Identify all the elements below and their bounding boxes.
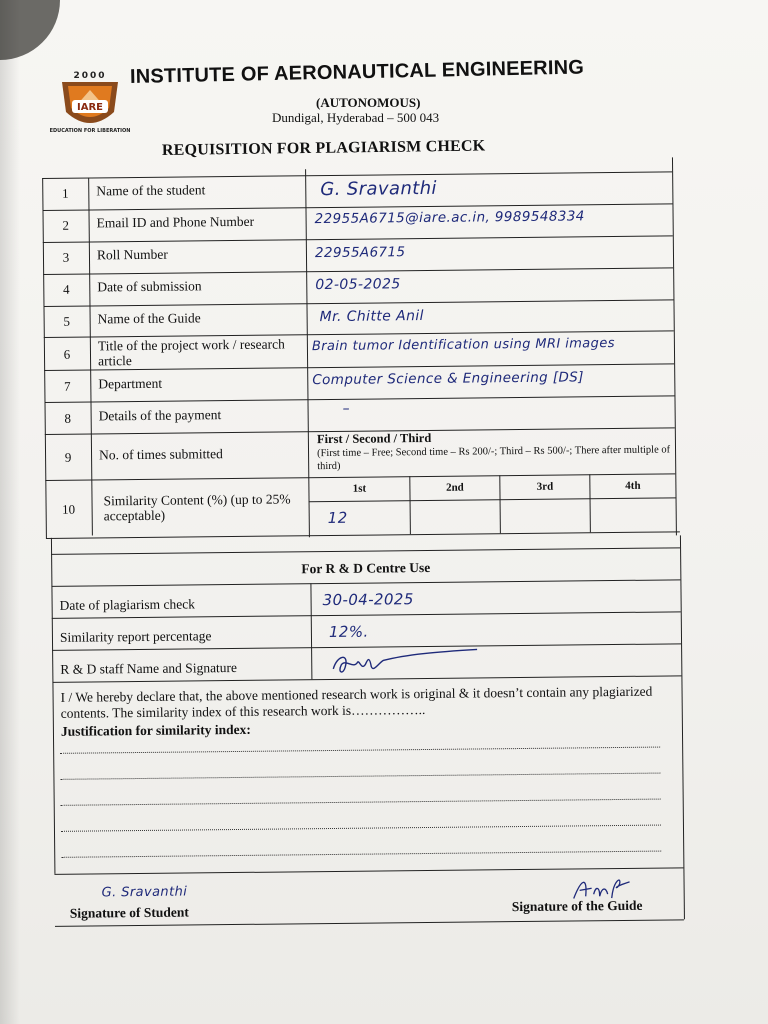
requisition-form (42, 157, 685, 942)
row-number: 3 (62, 249, 70, 265)
project-title-label: Title of the project work / research article (97, 336, 285, 369)
justification-line (60, 746, 660, 754)
row-number: 9 (64, 449, 72, 465)
roll-number-label: Roll Number (96, 246, 168, 263)
svg-text:IARE: IARE (77, 102, 103, 113)
similarity-column-4th: 4th (625, 479, 641, 492)
submission-date-label: Date of submission (97, 278, 202, 295)
payment-details-value: – (342, 400, 351, 417)
rd-centre-heading: For R & D Centre Use (301, 559, 431, 577)
declaration-text: I / We hereby declare that, the above mentioned research work is original & it doesn’t contain any plagiarized contents. The similarity index of this research work is…………….. (60, 683, 653, 721)
student-name-label: Name of the student (96, 182, 206, 199)
guide-name-label: Name of the Guide (97, 310, 201, 327)
svg-text:EDUCATION FOR LIBERATION: EDUCATION FOR LIBERATION (49, 128, 131, 134)
institute-name: INSTITUTE OF AERONAUTICAL ENGINEERING (129, 56, 585, 88)
guide-signature-label: Signature of the Guide (511, 897, 643, 915)
row-number: 7 (64, 378, 71, 394)
autonomous-label: (AUTONOMOUS) (316, 95, 421, 110)
justification-label: Justification for similarity index: (60, 721, 251, 739)
svg-text:2000: 2000 (73, 71, 107, 81)
institute-logo (49, 68, 131, 140)
email-phone-label: Email ID and Phone Number (96, 213, 255, 231)
department-value: Computer Science & Engineering [DS] (312, 369, 584, 389)
justification-line (61, 798, 661, 806)
row-number: 2 (62, 217, 69, 233)
submission-count-heading: First / Second / Third (316, 430, 432, 447)
similarity-content-label: Similarity Content (%) (up to 25% acceptable) (103, 491, 291, 524)
justification-line (60, 772, 660, 780)
email-phone-value: 22955A6715@iare.ac.in, 9989548334 (314, 208, 585, 228)
row-number: 5 (63, 313, 70, 329)
row-number: 1 (61, 185, 69, 201)
rd-staff-label: R & D staff Name and Signature (60, 659, 238, 677)
plagiarism-check-date-label: Date of plagiarism check (59, 596, 196, 613)
similarity-value-1st: 12 (327, 508, 348, 528)
project-title-value: Brain tumor Identification using MRI images (311, 336, 615, 355)
plagiarism-check-date-value: 30-04-2025 (322, 590, 414, 610)
times-submitted-label: No. of times submitted (98, 446, 223, 463)
department-label: Department (98, 375, 163, 392)
payment-details-label: Details of the payment (98, 407, 222, 424)
rd-staff-signature (327, 645, 487, 679)
justification-line (61, 824, 661, 832)
form-title: REQUISITION FOR PLAGIARISM CHECK (161, 137, 486, 159)
similarity-report-label: Similarity report percentage (59, 628, 212, 645)
submission-fee-note: (First time – Free; Second time – Rs 200/-; Third – Rs 500/-; There after multiple of third) (316, 444, 671, 473)
similarity-column-3rd: 3rd (536, 480, 554, 493)
student-name-value: G. Sravanthi (320, 177, 437, 201)
similarity-column-1st: 1st (352, 482, 367, 495)
row-number: 10 (62, 501, 76, 517)
institute-address: Dundigal, Hyderabad – 500 043 (272, 110, 440, 125)
row-number: 8 (64, 410, 71, 426)
student-signature-label: Signature of Student (69, 904, 189, 921)
row-number: 6 (63, 346, 71, 362)
justification-line (61, 850, 661, 858)
similarity-report-value: 12%. (328, 622, 369, 642)
similarity-column-2nd: 2nd (445, 481, 464, 494)
student-signature-handwritten: G. Sravanthi (101, 884, 188, 901)
row-number: 4 (62, 281, 70, 297)
roll-number-value: 22955A6715 (314, 244, 406, 262)
guide-name-value: Mr. Chitte Anil (319, 308, 424, 326)
submission-date-value: 02-05-2025 (315, 276, 401, 294)
